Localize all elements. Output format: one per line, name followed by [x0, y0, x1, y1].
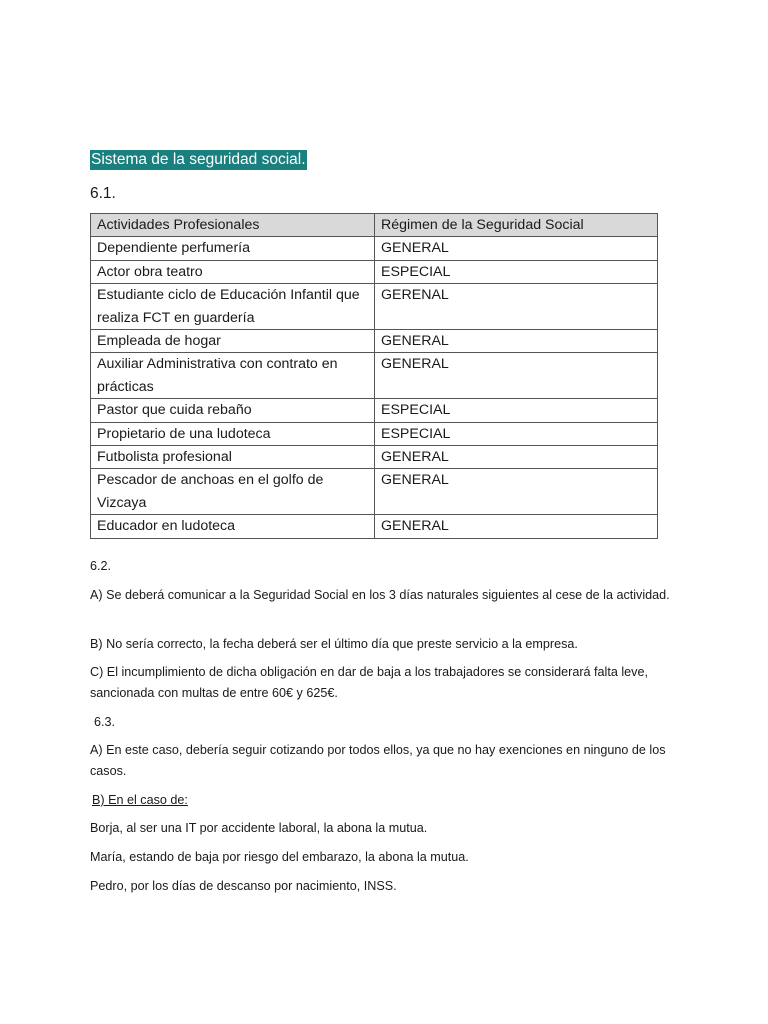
regime-cell: ESPECIAL: [375, 260, 658, 283]
table-row: [91, 422, 658, 445]
answer-text: A) Se deberá comunicar a la Seguridad Social en los 3 días naturales siguientes al cese de la actividad.: [90, 588, 670, 602]
regime-cell: GENERAL: [375, 353, 658, 399]
regime-cell: GENERAL: [375, 515, 658, 538]
activity-cell: Pescador de anchoas en el golfo de Vizcaya: [91, 469, 375, 515]
answer-6-3-maria: María, estando de baja por riesgo del embarazo, la abona la mutua.: [90, 850, 469, 864]
activity-cell: Educador en ludoteca: [91, 515, 375, 538]
table-header-row: [91, 214, 658, 237]
regime-cell: GENERAL: [375, 330, 658, 353]
regime-cell: ESPECIAL: [375, 422, 658, 445]
answer-6-2-a: [90, 585, 675, 606]
answer-6-3-a: [90, 740, 675, 781]
table-row: [91, 260, 658, 283]
activity-cell: Actor obra teatro: [91, 260, 375, 283]
activity-cell: Estudiante ciclo de Educación Infantil que realiza FCT en guardería: [91, 284, 375, 330]
section-6-3-heading: 6.3.: [94, 715, 116, 729]
table-row: [91, 330, 658, 353]
table-row: [91, 515, 658, 538]
answer-6-3-pedro: Pedro, por los días de descanso por nacimiento, INSS.: [90, 879, 397, 893]
activity-cell: Propietario de una ludoteca: [91, 422, 375, 445]
answer-6-3-b-heading: B) En el caso de:: [92, 793, 188, 807]
table-row: [91, 399, 658, 422]
regime-cell: ESPECIAL: [375, 399, 658, 422]
answer-6-2-c: [90, 662, 675, 703]
document-title: Sistema de la seguridad social.: [91, 151, 306, 168]
table-row: [91, 446, 658, 469]
answer-6-2-b: [90, 634, 675, 655]
answer-text: C) El incumplimiento de dicha obligación en dar de baja a los trabajadores se considerará falta leve, sancionada con multas de entre 60€ y 625€.: [90, 665, 648, 700]
regime-table: [90, 213, 658, 539]
regime-cell: GENERAL: [375, 446, 658, 469]
activity-cell: Auxiliar Administrativa con contrato en prácticas: [91, 353, 375, 399]
table-header-regime: Régimen de la Seguridad Social: [375, 214, 658, 237]
answer-text: B) No sería correcto, la fecha deberá ser el último día que preste servicio a la empresa.: [90, 637, 578, 651]
activity-cell: Pastor que cuida rebaño: [91, 399, 375, 422]
regime-cell: GERENAL: [375, 284, 658, 330]
table-row: [91, 237, 658, 260]
regime-cell: GENERAL: [375, 469, 658, 515]
table-row: [91, 469, 658, 515]
activity-cell: Empleada de hogar: [91, 330, 375, 353]
section-6-2-heading: 6.2.: [90, 559, 112, 573]
table-header-activities: Actividades Profesionales: [91, 214, 375, 237]
section-6-1-heading: 6.1.: [90, 185, 116, 202]
regime-cell: GENERAL: [375, 237, 658, 260]
answer-text: A) En este caso, debería seguir cotizando por todos ellos, ya que no hay exenciones en ninguno de los casos.: [90, 743, 666, 778]
table-row: [91, 353, 658, 399]
answer-6-3-borja: Borja, al ser una IT por accidente laboral, la abona la mutua.: [90, 821, 428, 835]
activity-cell: Futbolista profesional: [91, 446, 375, 469]
table-row: [91, 284, 658, 330]
activity-cell: Dependiente perfumería: [91, 237, 375, 260]
